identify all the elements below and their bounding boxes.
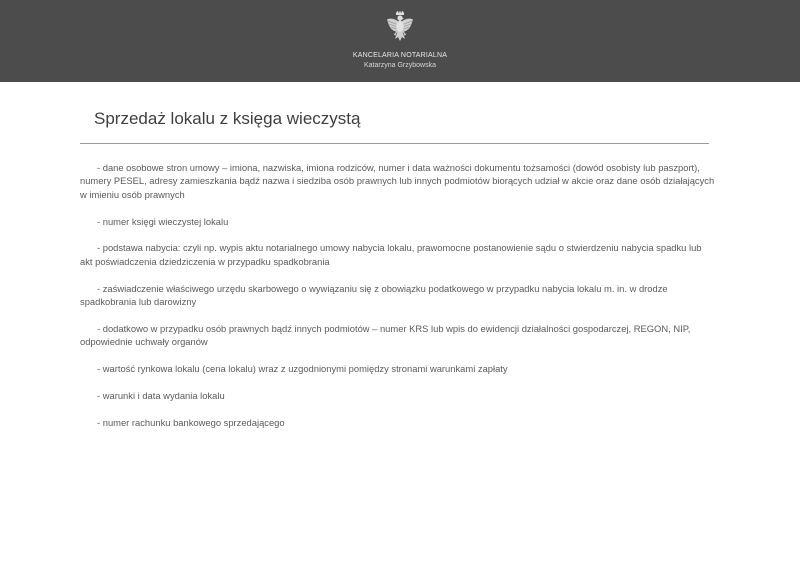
title-divider <box>80 143 709 144</box>
list-item: - podstawa nabycia: czyli np. wypis aktu notarialnego umowy nabycia lokalu, prawomocne postanowienie sądu o stwierdzeniu nabycia spadku lub akt poświadczenia dziedziczenia w przypadku spadkobrania <box>80 242 702 267</box>
notary-name: Katarzyna Grzybowska <box>364 62 436 69</box>
list-item: - numer księgi wieczystej lokalu <box>97 215 229 227</box>
list-item: - wartość rynkowa lokalu (cena lokalu) wraz z uzgodnionymi pomiędzy stronami warunkami zapłaty <box>97 363 508 375</box>
site-header <box>0 0 800 82</box>
list-item: - warunki i data wydania lokalu <box>97 389 225 401</box>
list-item: - numer rachunku bankowego sprzedającego <box>97 416 285 428</box>
page-title: Sprzedaż lokalu z księga wieczystą <box>94 109 361 128</box>
list-item: - dodatkowo w przypadku osób prawnych bądź innych podmiotów – numer KRS lub wpis do ewidencji działalności gospodarczej, REGON, NIP, odpowiednie uchwały organów <box>80 322 691 348</box>
list-item: - zaświadczenie właściwego urzędu skarbowego o wywiązaniu się z obowiązku podatkowego w przypadku nabycia lokalu m. in. w drodze spadkobrania lub darowizny <box>80 282 668 308</box>
eagle-emblem-icon[interactable] <box>385 10 415 44</box>
office-name: KANCELARIA NOTARIALNA <box>352 52 448 59</box>
requirements-list <box>80 161 716 442</box>
list-item: - dane osobowe stron umowy – imiona, nazwiska, imiona rodziców, numer i data ważności dokumentu tożsamości (dowód osobisty lub paszport), numery PESEL, adresy zamieszkania bądź nazwa i siedziba osób prawnych lub innych podmiotów biorących udział w akcie oraz dane osób działających w imieniu osób prawnych <box>80 162 715 200</box>
